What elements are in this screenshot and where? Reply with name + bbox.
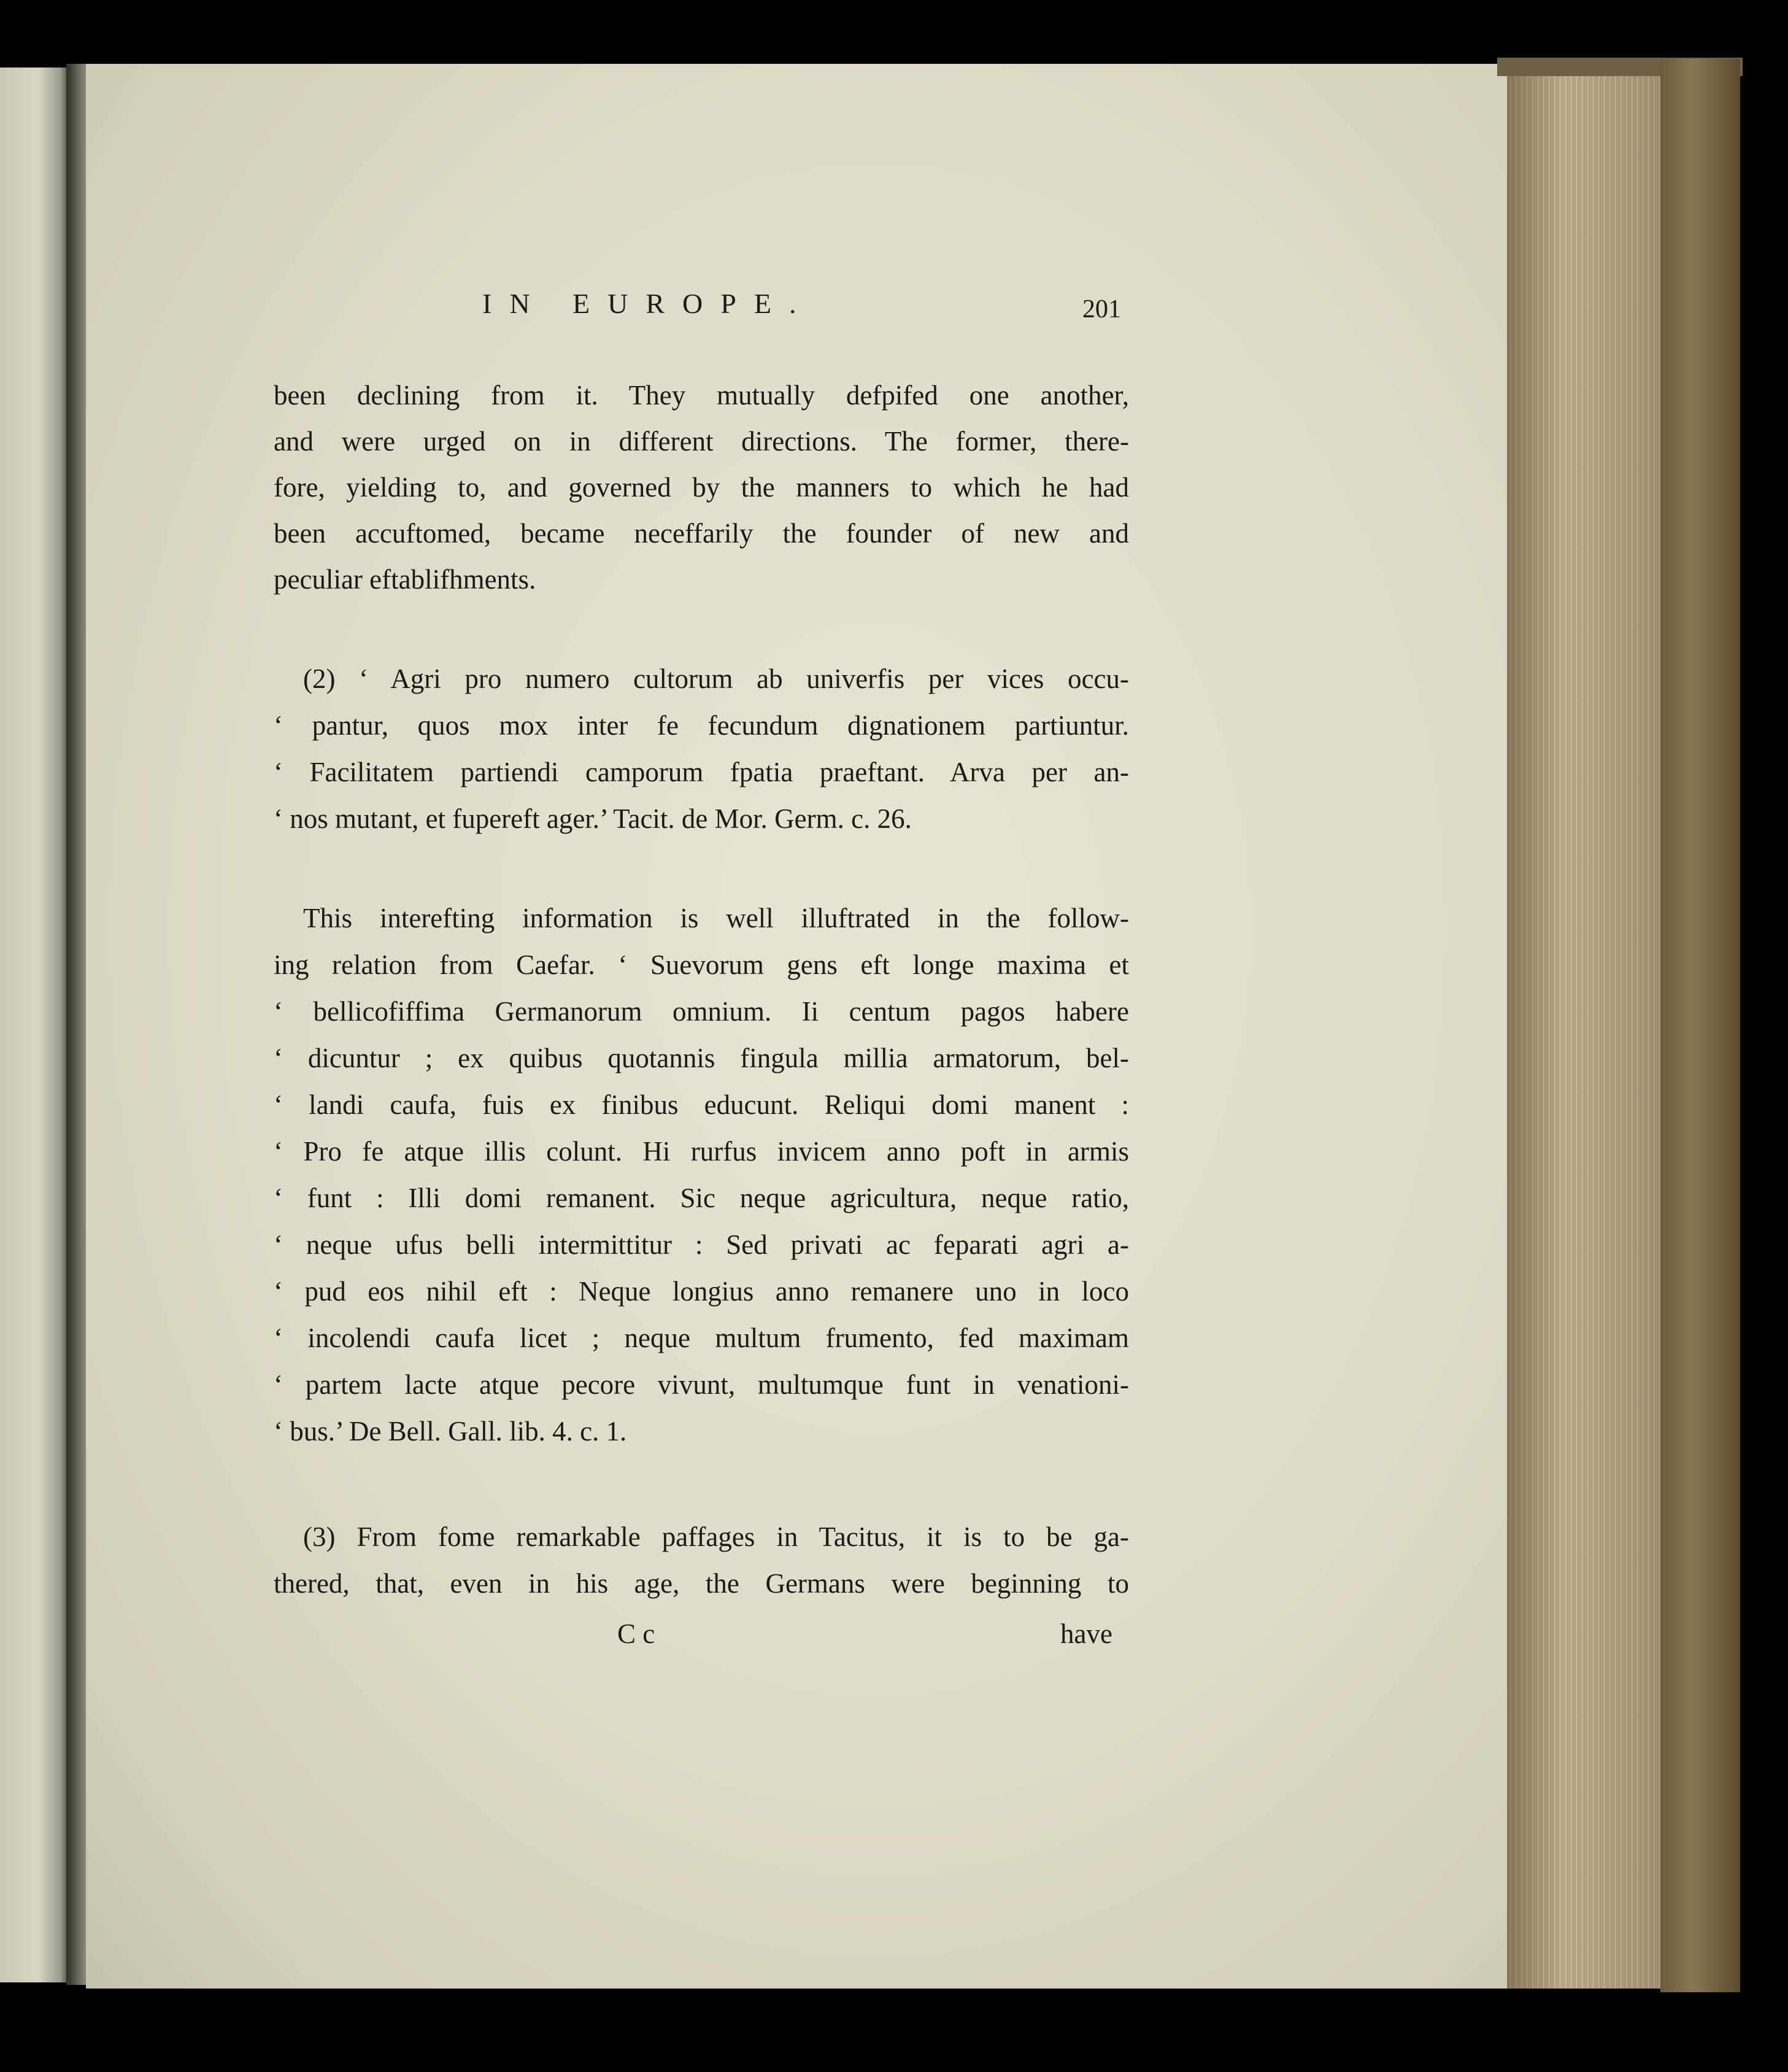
text-line: ‘ dicuntur ; ex quibus quotannis fingula millia armatorum, bel- [274, 1043, 1129, 1073]
text-line: This interefting information is well illuftrated in the follow- [303, 903, 1129, 934]
running-head: IN EUROPE. [482, 288, 814, 319]
text-line: and were urged on in different directions. The former, there- [274, 426, 1129, 457]
text-line: ‘ nos mutant, et fupereft ager.’ Tacit. de Mor. Germ. c. 26. [274, 803, 912, 834]
text-line: ‘ partem lacte atque pecore vivunt, multumque funt in venationi- [274, 1369, 1129, 1400]
text-line: thered, that, even in his age, the Germans were beginning to [274, 1568, 1129, 1599]
text-line: been declining from it. They mutually defpifed one another, [274, 380, 1129, 411]
text-line [303, 663, 1129, 695]
text-line: ‘ pantur, quos mox inter fe fecundum dignationem partiuntur. [274, 710, 1129, 741]
facing-page-edge [0, 68, 69, 1982]
text-line: been accuftomed, became neceffarily the founder of new and [274, 518, 1129, 549]
text-line: ‘ landi caufa, fuis ex finibus educunt. Reliqui domi manent : [274, 1089, 1129, 1120]
text-line: ing relation from Caefar. ‘ Suevorum gens eft longe maxima et [274, 949, 1129, 980]
signature-mark: C c [617, 1618, 655, 1649]
text-line: ‘ Pro fe atque illis colunt. Hi rurfus invicem anno poft in armis [274, 1136, 1129, 1167]
text-line: ‘ funt : Illi domi remanent. Sic neque agricultura, neque ratio, [274, 1183, 1129, 1213]
text-line: ‘ incolendi caufa licet ; neque multum frumento, fed maximam [274, 1323, 1129, 1353]
text-line: ‘ neque ufus belli intermittitur : Sed privati ac feparati agri a- [274, 1229, 1129, 1260]
text-line: fore, yielding to, and governed by the manners to which he had [274, 472, 1129, 503]
catchword: have [1060, 1618, 1112, 1649]
text-line: ‘ Facilitatem partiendi camporum fpatia praeftant. Arva per an- [274, 757, 1129, 787]
text-line: ‘ bellicofiffima Germanorum omnium. Ii centum pagos habere [274, 996, 1129, 1027]
cover-board [1660, 59, 1740, 1992]
page-block-shade [1507, 74, 1667, 1989]
page-number: 201 [1082, 295, 1121, 323]
text-line: peculiar eftablifhments. [274, 564, 536, 595]
text-line: ‘ pud eos nihil eft : Neque longius anno remanere uno in loco [274, 1276, 1129, 1307]
note-2-line-1: (2) ‘ Agri pro numero cultorum ab univerfis per vices occu- [303, 663, 1129, 694]
text-line: ‘ bus.’ De Bell. Gall. lib. 4. c. 1. [274, 1416, 627, 1447]
text-line: (3) From fome remarkable paffages in Tacitus, it is to be ga- [303, 1521, 1129, 1552]
